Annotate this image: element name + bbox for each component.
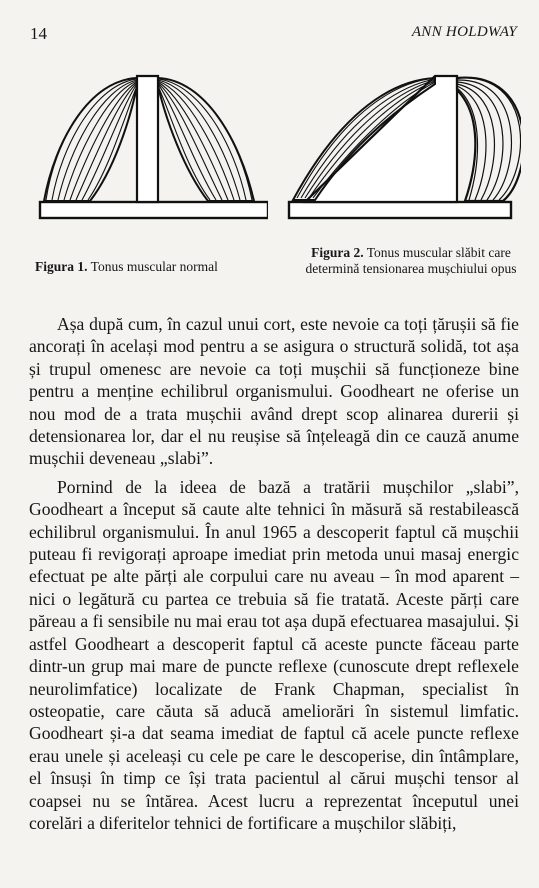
tent-muscle-normal-drawing bbox=[30, 70, 268, 220]
figure-2-illustration bbox=[285, 70, 521, 220]
figure-2-caption bbox=[300, 245, 522, 277]
page-number: 14 bbox=[30, 24, 47, 43]
figure-1-caption-text: Tonus muscular normal bbox=[90, 259, 218, 274]
figure-1-caption bbox=[35, 259, 275, 275]
figure-1-label: Figura 1. bbox=[35, 259, 88, 274]
running-head: ANN HOLDWAY bbox=[411, 24, 517, 40]
tent-muscle-weak-drawing bbox=[285, 70, 521, 220]
page-header bbox=[30, 24, 517, 46]
body-text bbox=[29, 313, 519, 834]
paragraph-1: Așa după cum, în cazul unui cort, este nevoie ca toți țărușii să fie ancorați în același mod pentru a se asigura o structură solidă, tot așa și trupul omenesc are nevoie ca toți mușchii să funcționeze bine pentru a menține echilibrul organismului. Goodheart ne oferise un nou mod de a trata mușchii având drept scop alinarea durerii și detensionarea lor, dar el nu reușise să înțeleagă din ce cauză anume mușchii deveneau „slabi”. bbox=[29, 314, 519, 469]
figure-2-caption-text: Tonus muscular slăbit care determină tensionarea mușchiului opus bbox=[305, 245, 517, 276]
figure-1-illustration bbox=[30, 70, 268, 220]
paragraph-2: Pornind de la ideea de bază a tratării mușchilor „slabi”, Goodheart a început să caute alte tehnici în măsură să restabilească echilibrul organismului. În anul 1965 a descoperit faptul că mușchii puteau fi revigorați aproape imediat prin metoda unui masaj energic efectuat pe alte părți ale corpului care nu aveau – în mod aparent – nici o legătură cu partea ce trebuia să fie tratată. Aceste părți care păreau a fi sensibile nu mai erau tot așa după efectuarea masajului. Și astfel Goodheart a descoperit faptul că aceste puncte făceau parte dintr-un grup mai mare de puncte reflexe (cunoscute drept reflexele neurolimfatice) localizate de Frank Chapman, specialist în osteopatie, care căuta să aducă ameliorări în sistemul limfatic. Goodheart și-a dat seama imediat de faptul că acele puncte reflexe erau unele și aceleași cu cele pe care le descoperise, din întâmplare, el însuși în timp ce își trata pacientul al cărui mușchi tensor al coapsei nu se întărea. Acest lucru a reprezentat începutul unei corelări a diferitelor tehnici de fortificare a mușchilor slăbiți, bbox=[29, 476, 519, 833]
figure-2-label: Figura 2. bbox=[311, 245, 364, 260]
